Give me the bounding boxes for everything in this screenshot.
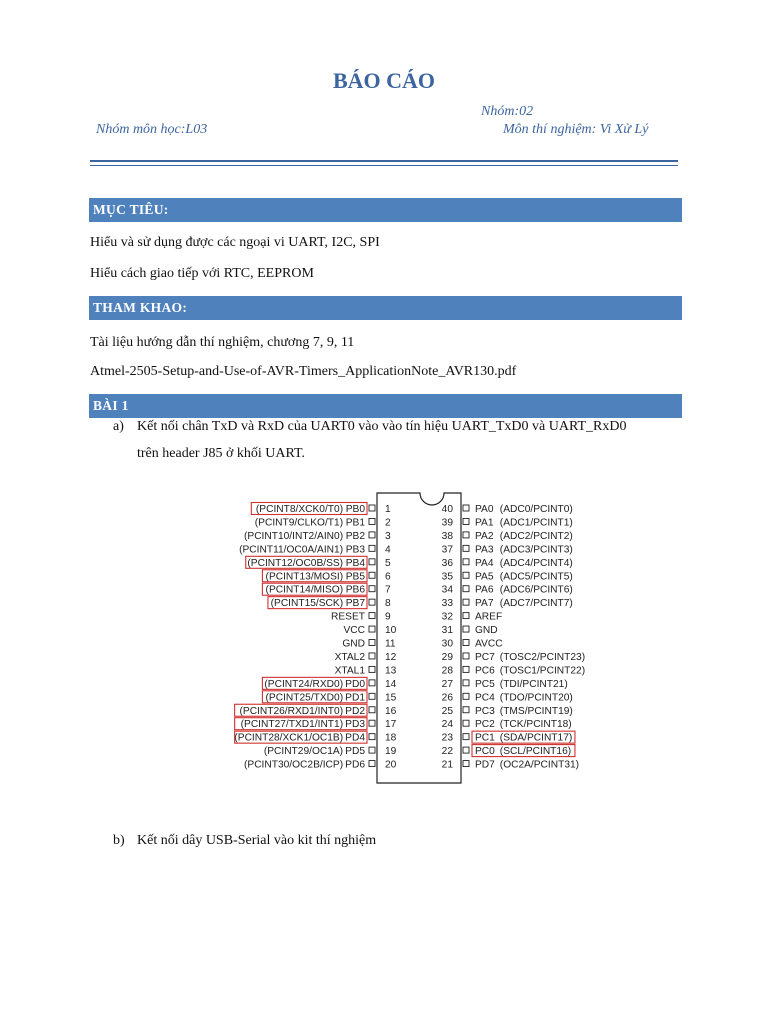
pin-function: (ADC6/PCINT6) <box>499 584 573 596</box>
pin-stub-right <box>463 693 469 699</box>
pin-number: 28 <box>441 665 453 677</box>
pin-stub-right <box>463 761 469 767</box>
pin-function: (PCINT30/OC2B/ICP) <box>244 759 344 771</box>
pin-stub-right <box>463 680 469 686</box>
pin-function: (PCINT24/RXD0) <box>264 678 344 690</box>
pin-stub-left <box>369 518 375 524</box>
pin-number: 34 <box>441 584 453 596</box>
pin-number: 36 <box>441 557 453 569</box>
pin-name: PC5 <box>475 678 495 690</box>
pin-stub-left <box>369 532 375 538</box>
pin-stub-left <box>369 640 375 646</box>
pin-stub-right <box>463 747 469 753</box>
pin-number: 7 <box>385 584 391 596</box>
pin-function: (PCINT8/XCK0/T0) <box>255 504 344 515</box>
header-rule <box>90 160 678 162</box>
pin-number: 10 <box>385 625 397 637</box>
pin-function: (PCINT29/OC1A) <box>263 746 344 758</box>
pin-name: PD3 <box>345 719 365 731</box>
header-rule-thin <box>90 165 678 166</box>
pin-number: 12 <box>385 651 397 663</box>
pin-name: VCC <box>343 625 365 637</box>
pin-name: PD1 <box>345 692 365 704</box>
pin-function: (PCINT25/TXD0) <box>265 692 344 704</box>
pin-number: 25 <box>441 705 453 717</box>
pin-name: PD5 <box>345 746 365 758</box>
objectives-heading: MỤC TIÊU: <box>89 198 682 222</box>
pin-function: (PCINT12/OC0B/SS) <box>247 557 344 569</box>
pin-name: PC2 <box>475 719 495 731</box>
pin-name: PB0 <box>345 504 365 515</box>
pin-stub-left <box>369 693 375 699</box>
pin-function: (OC2A/PCINT31) <box>499 759 580 771</box>
pin-stub-left <box>369 613 375 619</box>
pin-function: (TDO/PCINT20) <box>499 692 573 704</box>
item-b <box>113 833 376 849</box>
pin-number: 32 <box>441 611 453 623</box>
pin-stub-left <box>369 599 375 605</box>
pin-stub-right <box>463 586 469 592</box>
pin-function: (ADC4/PCINT4) <box>499 557 573 569</box>
pin-stub-right <box>463 505 469 511</box>
pin-name: PA4 <box>475 557 494 569</box>
pin-function: (TDI/PCINT21) <box>499 678 568 690</box>
pin-stub-right <box>463 518 469 524</box>
pin-name: PD0 <box>345 678 365 690</box>
pin-name: PB5 <box>345 571 365 583</box>
pin-name: PA6 <box>475 584 494 596</box>
pin-stub-right <box>463 572 469 578</box>
pin-name: PB3 <box>345 544 365 556</box>
pin-stub-right <box>463 613 469 619</box>
pin-stub-left <box>369 707 375 713</box>
pin-name: PB2 <box>345 530 365 542</box>
pin-number: 3 <box>385 530 391 542</box>
pin-function: (ADC2/PCINT2) <box>499 530 573 542</box>
pin-stub-left <box>369 680 375 686</box>
pin-number: 30 <box>441 638 453 650</box>
item-a-line2: trên header J85 ở khối UART. <box>137 446 306 461</box>
pin-name: PA5 <box>475 571 494 583</box>
pin-name: PB1 <box>345 517 365 529</box>
reference-line-2: Atmel-2505-Setup-and-Use-of-AVR-Timers_ApplicationNote_AVR130.pdf <box>90 364 517 379</box>
item-a-label: a) <box>113 419 124 434</box>
pin-function: (ADC7/PCINT7) <box>499 598 573 610</box>
pin-number: 20 <box>385 759 397 771</box>
pin-name: PD6 <box>345 759 365 771</box>
pin-number: 26 <box>441 692 453 704</box>
reference-line-1: Tài liệu hướng dẫn thí nghiệm, chương 7, 9, 11 <box>90 335 355 350</box>
pin-number: 2 <box>385 517 391 529</box>
lesson1-heading: BÀI 1 <box>89 394 682 418</box>
pin-name: AREF <box>475 611 503 623</box>
pin-function: (PCINT28/XCK1/OC1B) <box>234 732 344 744</box>
subject: Môn thí nghiệm: Vi Xử Lý <box>503 122 649 137</box>
pin-number: 39 <box>441 517 453 529</box>
pin-name: PB6 <box>345 584 365 596</box>
pin-function: (TOSC1/PCINT22) <box>499 665 585 677</box>
pin-stub-right <box>463 666 469 672</box>
pin-number: 21 <box>441 759 453 771</box>
pin-name: PC0 <box>475 746 495 758</box>
pin-number: 31 <box>441 625 453 637</box>
pin-stub-right <box>463 734 469 740</box>
pin-name: RESET <box>331 611 365 623</box>
pin-function: (PCINT10/INT2/AIN0) <box>244 530 344 542</box>
pin-number: 23 <box>441 732 453 744</box>
pin-number: 13 <box>385 665 397 677</box>
pin-name: PC3 <box>475 705 495 717</box>
pin-stub-right <box>463 532 469 538</box>
pin-function: (SDA/PCINT17) <box>499 732 573 744</box>
pin-stub-left <box>369 572 375 578</box>
pin-number: 4 <box>385 544 391 556</box>
pin-number: 19 <box>385 746 397 758</box>
pin-stub-left <box>369 734 375 740</box>
pin-name: PC4 <box>475 692 495 704</box>
pin-number: 24 <box>441 719 453 731</box>
pin-name: PD2 <box>345 705 365 717</box>
pin-stub-left <box>369 747 375 753</box>
pin-number: 22 <box>441 746 453 758</box>
group-number: Nhóm:02 <box>481 104 534 119</box>
pin-name: PC6 <box>475 665 495 677</box>
pin-name: PC7 <box>475 651 495 663</box>
pin-number: 40 <box>441 504 453 515</box>
pin-number: 17 <box>385 719 397 731</box>
pin-stub-right <box>463 707 469 713</box>
pin-name: PD7 <box>475 759 495 771</box>
pin-number: 11 <box>385 638 396 650</box>
pin-number: 16 <box>385 705 397 717</box>
pin-stub-right <box>463 626 469 632</box>
pin-function: (ADC3/PCINT3) <box>499 544 573 556</box>
pin-name: PA2 <box>475 530 494 542</box>
objective-line-1: Hiểu và sử dụng được các ngoại vi UART, I2C, SPI <box>90 235 380 250</box>
pin-number: 15 <box>385 692 397 704</box>
pin-function: (TCK/PCINT18) <box>499 719 572 731</box>
pin-stub-left <box>369 666 375 672</box>
pin-number: 33 <box>441 598 453 610</box>
pin-number: 37 <box>441 544 453 556</box>
pin-name: AVCC <box>475 638 503 650</box>
pin-function: (PCINT27/TXD1/INT1) <box>240 719 344 731</box>
item-b-text: Kết nối dây USB-Serial vào kit thí nghiệm <box>137 833 377 848</box>
pin-stub-left <box>369 586 375 592</box>
pin-number: 18 <box>385 732 397 744</box>
pin-stub-left <box>369 545 375 551</box>
pin-stub-left <box>369 761 375 767</box>
pin-number: 9 <box>385 611 391 623</box>
pin-function: (SCL/PCINT16) <box>499 746 572 758</box>
pin-name: PA1 <box>475 517 494 529</box>
pin-function: (PCINT13/MOSI) <box>265 571 344 583</box>
pin-stub-left <box>369 720 375 726</box>
pin-name: PA7 <box>475 598 494 610</box>
pin-stub-right <box>463 599 469 605</box>
pin-name: XTAL2 <box>334 651 365 663</box>
pin-function: (PCINT26/RXD1/INT0) <box>239 705 344 717</box>
pin-number: 38 <box>441 530 453 542</box>
pin-name: PA3 <box>475 544 494 556</box>
pin-number: 6 <box>385 571 391 583</box>
pin-name: XTAL1 <box>334 665 365 677</box>
pin-stub-right <box>463 720 469 726</box>
pin-number: 29 <box>441 651 453 663</box>
pin-function: (PCINT15/SCK) <box>270 598 344 610</box>
page-title: BÁO CÁO <box>332 68 436 93</box>
pin-stub-left <box>369 653 375 659</box>
pin-name: GND <box>342 638 365 650</box>
pin-stub-left <box>369 559 375 565</box>
pin-number: 14 <box>385 678 397 690</box>
atmega-pinout-diagram <box>225 490 585 790</box>
pin-function: (PCINT14/MISO) <box>265 584 344 596</box>
pin-stub-right <box>463 559 469 565</box>
pin-name: PD4 <box>345 732 365 744</box>
pin-number: 1 <box>385 504 391 515</box>
references-heading: THAM KHAO: <box>89 296 682 320</box>
objective-line-2: Hiểu cách giao tiếp với RTC, EEPROM <box>90 266 314 281</box>
item-a-line1: Kết nối chân TxD và RxD của UART0 vào vào tín hiệu UART_TxD0 và UART_RxD0 <box>137 419 627 434</box>
pin-name: PC1 <box>475 732 495 744</box>
pin-stub-right <box>463 653 469 659</box>
pin-stub-right <box>463 640 469 646</box>
item-a <box>113 419 626 435</box>
pin-function: (ADC5/PCINT5) <box>499 571 573 583</box>
pin-stub-right <box>463 545 469 551</box>
pin-function: (TMS/PCINT19) <box>499 705 573 717</box>
pin-name: GND <box>475 625 498 637</box>
class-group: Nhóm môn học:L03 <box>96 122 208 137</box>
pin-function: (PCINT9/CLKO/T1) <box>254 517 344 529</box>
pin-function: (ADC0/PCINT0) <box>499 504 573 515</box>
pin-name: PB7 <box>345 598 365 610</box>
pin-function: (TOSC2/PCINT23) <box>499 651 585 663</box>
item-b-label: b) <box>113 833 125 848</box>
pin-number: 5 <box>385 557 391 569</box>
pin-number: 35 <box>441 571 453 583</box>
pin-name: PA0 <box>475 504 494 515</box>
pin-name: PB4 <box>345 557 365 569</box>
pin-stub-left <box>369 505 375 511</box>
pin-function: (ADC1/PCINT1) <box>499 517 573 529</box>
pin-stub-left <box>369 626 375 632</box>
pin-number: 27 <box>441 678 453 690</box>
pin-function: (PCINT11/OC0A/AIN1) <box>239 544 344 556</box>
pin-number: 8 <box>385 598 391 610</box>
